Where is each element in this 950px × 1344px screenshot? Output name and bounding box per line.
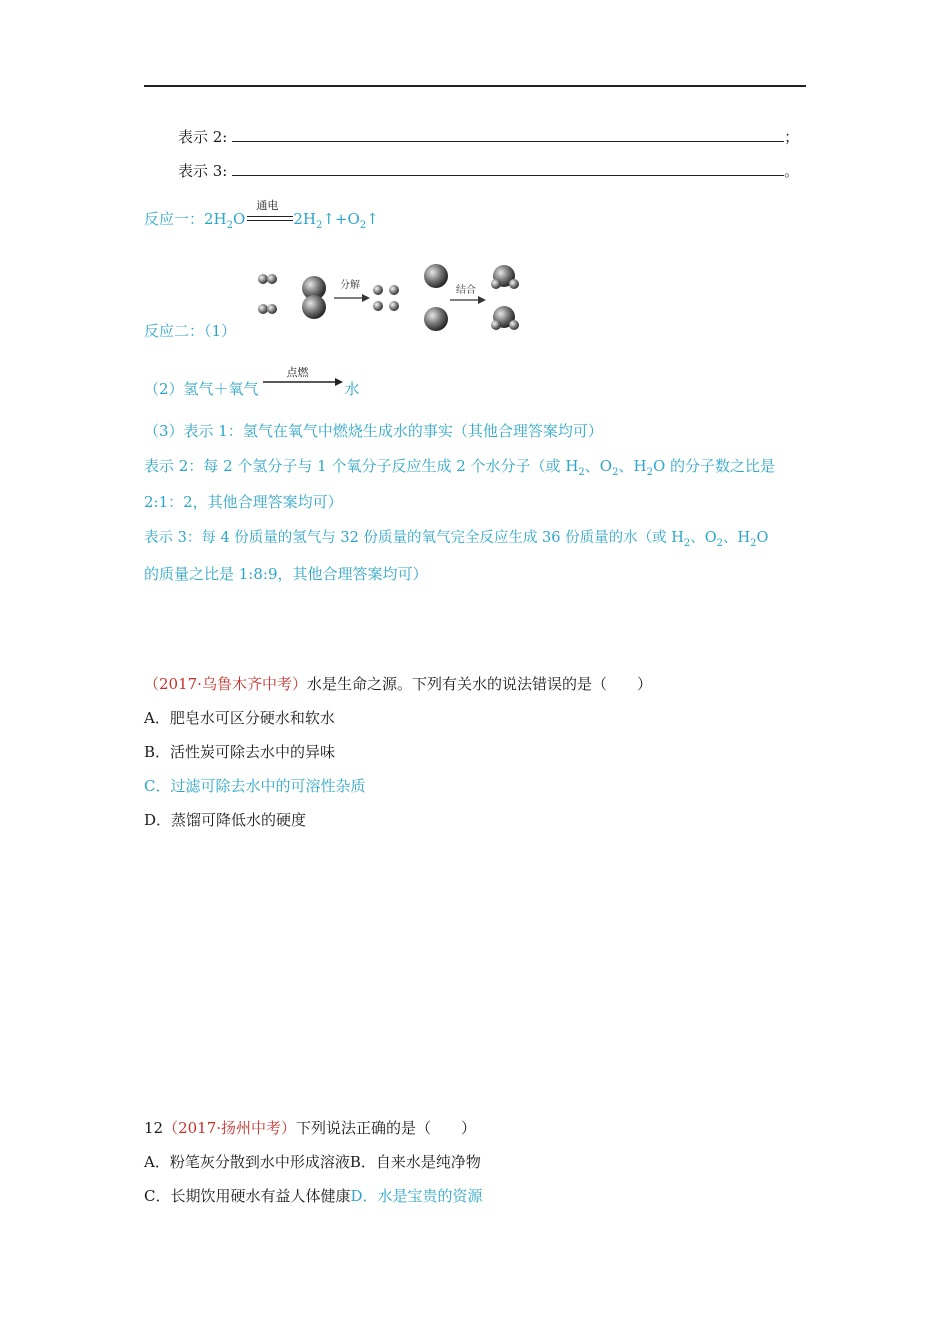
separated-atoms [373,285,399,311]
rep2-sub-3: 2 [646,467,653,478]
ignition-arrow-shape [263,376,345,388]
representation-3-line [178,161,799,181]
reaction-two-word-equation [144,366,360,399]
header-rule [144,85,806,87]
water-molecules [491,265,519,330]
representation-2-answer-line1 [144,456,775,476]
gas-arrow: ↑ [366,210,379,228]
ignition-condition: 点燃 [286,366,309,379]
word-product: 水 [344,380,360,398]
word-reactants: （2）氢气＋氧气 [144,380,259,398]
representation-2-blank[interactable] [232,127,784,142]
representation-3-label: 表示 3: [178,162,228,180]
reactant-subscript: 2 [226,220,234,231]
combine-arrow [450,283,486,304]
question-12-options-row-1 [144,1152,481,1172]
question-11-text: 水是生命之源。下列有关水的说法错误的是（ ） [306,675,652,693]
line-end-period: 。 [784,162,800,180]
question-11-source: （2017·乌鲁木齐中考） [144,675,307,693]
question-12-option-c[interactable]: C．长期饮用硬水有益人体健康 [144,1187,351,1205]
molecular-reaction-diagram [250,262,530,334]
product-h2-text: 2H [293,210,316,228]
question-12-number: 12 [144,1119,164,1137]
rep3-sub-1: 2 [683,537,691,549]
representation-1-answer: （3）表示 1：氢气在氧气中燃烧生成水的事实（其他合理答案均可） [144,422,603,440]
rep3-text-c: 、H [723,530,751,546]
rep3-text-a: 表示 3：每 4 份质量的氢气与 32 份质量的氧气完全反应生成 36 份质量的水（或 H [144,530,684,546]
decompose-label: 分解 [340,280,360,291]
electrolysis-equals-sign [245,199,293,224]
rep3-sub-3: 2 [750,537,757,549]
reaction-one-label: 反应一： [144,210,205,228]
question-11-option-d[interactable]: D．蒸馏可降低水的硬度 [144,811,307,829]
question-11-option-c-answer[interactable]: C．过滤可除去水中的可溶性杂质 [144,777,366,795]
question-12-stem [144,1118,476,1138]
rep2-text-c: 、H [618,457,647,475]
decompose-arrow [334,278,370,302]
product-o2-subscript: 2 [359,220,367,231]
rep2-text-b: 、O [584,457,613,475]
reaction-two-label: 反应二：（1） [144,322,237,340]
question-12-source: （2017·扬州中考） [163,1119,297,1137]
representation-3-answer-line2: 的质量之比是 1:8:9，其他合理答案均可） [144,565,428,583]
line-end-semicolon: ； [784,128,800,146]
rep2-text-d: O 的分子数之比是 [652,457,776,475]
oxygen-atoms [424,264,448,331]
rep3-text-b: 、O [690,530,717,546]
ignition-arrow [259,366,345,394]
electrolysis-condition: 通电 [256,199,279,212]
rep2-sub-1: 2 [578,467,585,478]
oxygen-molecule [302,276,326,319]
representation-3-blank[interactable] [232,161,784,176]
representation-2-line [178,127,799,147]
representation-2-label: 表示 2: [178,128,228,146]
rep3-text-d: O [756,530,769,546]
rep2-text-a: 表示 2：每 2 个氢分子与 1 个氧分子反应生成 2 个水分子（或 H [144,457,579,475]
product-h2-subscript: 2 [315,220,323,231]
combine-label: 结合 [456,285,476,296]
rep3-sub-2: 2 [716,537,724,549]
question-12-options-row-2 [144,1186,483,1206]
representation-2-answer-line2: 2:1：2，其他合理答案均可） [144,493,343,511]
question-12-text: 下列说法正确的是（ ） [296,1119,477,1137]
question-12-option-d-answer[interactable]: D．水是宝贵的资源 [350,1187,483,1205]
hydrogen-molecules [258,274,277,314]
reaction-one-equation [144,199,379,231]
question-12-option-b[interactable]: B．自来水是纯净物 [349,1153,481,1171]
product-o2-text: ↑+O [322,210,360,228]
question-12-option-a[interactable]: A．粉笔灰分散到水中形成溶液 [144,1153,350,1171]
representation-3-answer-line1 [144,528,768,548]
reactant-text: 2H [204,210,227,228]
rep2-sub-2: 2 [612,467,619,478]
question-11-option-b[interactable]: B．活性炭可除去水中的异味 [144,743,336,761]
question-11-option-a[interactable]: A．肥皂水可区分硬水和软水 [144,709,335,727]
question-11-stem [144,674,652,694]
reactant-tail: O [233,210,246,228]
